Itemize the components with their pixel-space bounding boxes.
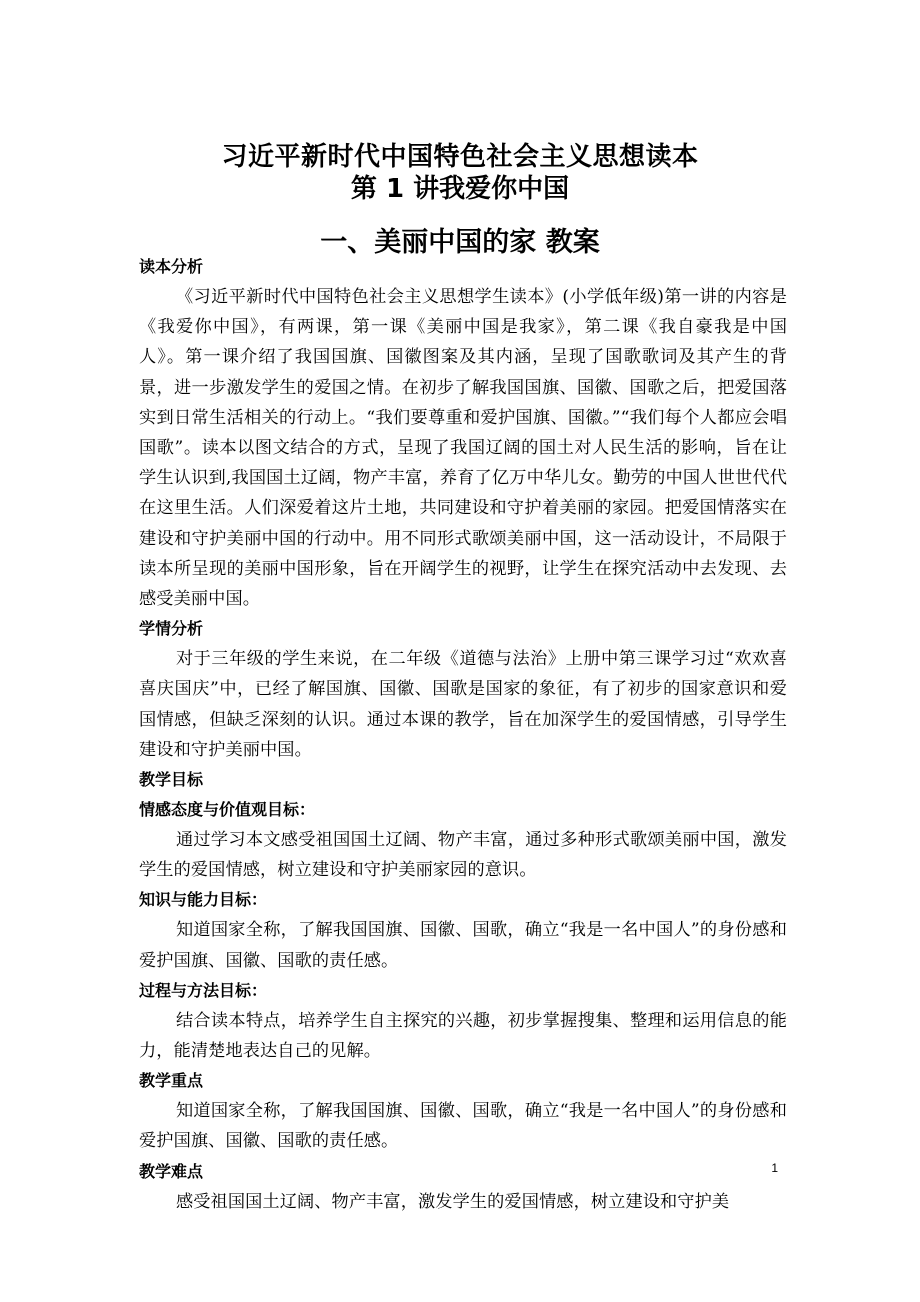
paragraph-reading-analysis: 《习近平新时代中国特色社会主义思想学生读本》(小学低年级)第一讲的内容是《我爱你中国》，有两课，第一课《美丽中国是我家》，第二课《我自豪我是中国人》。第一课介绍了我国国旗、国徽图案及其内涵，呈现了国歌歌词及其产生的背景，进一步激发学生的爱国之情。在初步了解我国国旗、国徽、国歌之后，把爱国落实到日常生活相关的行动上。“我们要尊重和爱护国旗、国徽。”“我们每个人都应会唱国歌”。读本以图文结合的方式，呈现了我国辽阔的国土对人民生活的影响，旨在让学生认识到,我国国土辽阔，物产丰富，养育了亿万中华儿女。勤劳的中国人世世代代在这里生活。人们深爱着这片土地，共同建设和守护着美丽的家园。把爱国情落实在建设和守护美丽中国的行动中。用不同形式歌颂美丽中国，这一活动设计，不局限于读本所呈现的美丽中国形象，旨在开阔学生的视野，让学生在探究活动中去发现、去感受美丽中国。 — [139, 287, 787, 610]
paragraph-knowledge-goal: 知道国家全称，了解我国国旗、国徽、国歌，确立“我是一名中国人”的身份感和爱护国旗、国徽、国歌的责任感。 — [139, 920, 787, 971]
paragraph-emotion-goal: 通过学习本文感受祖国国土辽阔、物产丰富，通过多种形式歌颂美丽中国，激发学生的爱国情感，树立建设和守护美丽家园的意识。 — [139, 830, 787, 881]
document-body — [139, 252, 787, 1217]
heading-reading-analysis: 读本分析 — [139, 257, 204, 276]
paragraph-process-goal: 结合读本特点，培养学生自主探究的兴趣，初步掌握搜集、整理和运用信息的能力，能清楚地表达自己的见解。 — [139, 1010, 787, 1062]
lecture-title: 第 1 讲我爱你中国 — [350, 174, 570, 204]
heading-student-analysis: 学情分析 — [139, 619, 204, 639]
heading-knowledge-goal: 知识与能力目标： — [139, 890, 268, 910]
heading-teaching-goals: 教学目标 — [139, 770, 204, 790]
section-title: 一、美丽中国的家 教案 — [320, 227, 600, 258]
document-title: 习近平新时代中国特色社会主义思想读本 — [221, 142, 699, 172]
paragraph-difficulties: 感受祖国国土辽阔、物产丰富，激发学生的爱国情感，树立建设和守护美 — [175, 1191, 730, 1212]
heading-emotion-goal: 情感态度与价值观目标： — [139, 800, 316, 820]
paragraph-key-points: 知道国家全称，了解我国国旗、国徽、国歌，确立“我是一名中国人”的身份感和爱护国旗、国徽、国歌的责任感。 — [139, 1101, 787, 1152]
page-number: 1 — [771, 1161, 778, 1175]
paragraph-student-analysis: 对于三年级的学生来说，在二年级《道德与法治》上册中第三课学习过“欢欢喜喜庆国庆”中，已经了解国旗、国徽、国歌是国家的象征，有了初步的国家意识和爱国情感，但缺乏深刻的认识。通过本课的教学，旨在加深学生的爱国情感，引导学生建设和守护美丽中国。 — [139, 649, 787, 760]
heading-process-goal: 过程与方法目标： — [139, 980, 268, 1000]
heading-difficulties: 教学难点 — [139, 1161, 204, 1181]
heading-key-points: 教学重点 — [139, 1071, 204, 1091]
